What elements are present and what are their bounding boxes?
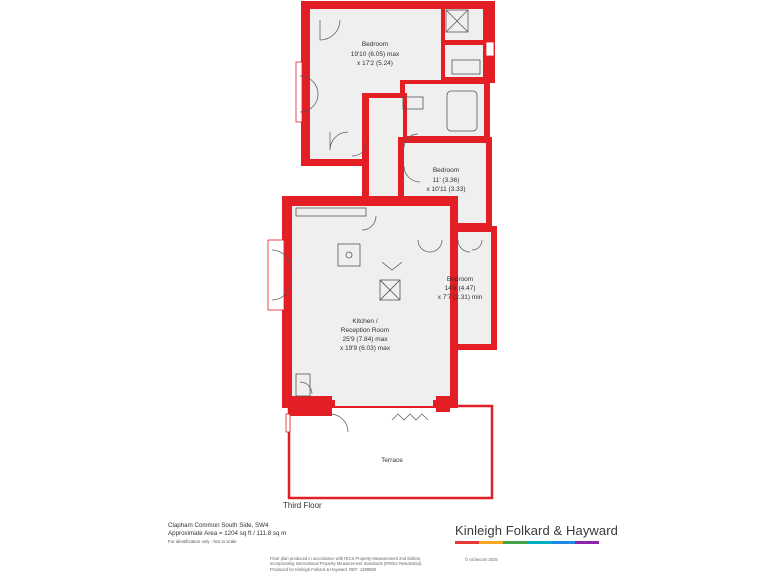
brand-bar-segment — [455, 541, 479, 544]
approximate-area: Approximate Area = 1204 sq ft / 111.8 sq m — [168, 530, 287, 538]
brand-bar-segment — [551, 541, 575, 544]
property-address-block — [168, 522, 286, 547]
identification-note: For identification only - Not to scale — [168, 539, 237, 545]
footnote-line: Incorporating International Property Measurement Standards (IPMS2 Residential). — [270, 561, 423, 567]
brand-color-bar — [455, 541, 599, 544]
room-name: Terrace — [381, 457, 403, 464]
address-line: Clapham Common South Side, SW4 — [168, 522, 269, 529]
brand-bar-segment — [479, 541, 503, 544]
room-name: Kitchen / — [352, 318, 378, 325]
brand-bar-segment — [527, 541, 551, 544]
room-terrace — [381, 457, 403, 464]
terrace-area — [289, 406, 492, 498]
room-size: 25'9 (7.84) max — [342, 336, 388, 343]
footnote-line: Produced for Kinleigh Folkard & Hayward. REF: 1289850 — [270, 566, 377, 572]
floor-label: Third Floor — [283, 501, 322, 510]
room-size: x 19'9 (6.03) max — [339, 345, 391, 352]
room-size: x 7'7 (2.31) min — [437, 294, 483, 301]
brand-bar-segment — [575, 541, 599, 544]
measurement-footnote — [270, 556, 422, 572]
room-size: 19'10 (6.05) max — [350, 51, 400, 58]
agency-logo — [455, 523, 619, 544]
room-name: Bedroom — [446, 276, 474, 283]
room-size: x 10'11 (3.33) — [426, 186, 466, 193]
brand-bar-segment — [503, 541, 527, 544]
room-size: 14'8 (4.47) — [444, 285, 476, 292]
room-size: 11' (3.36) — [432, 177, 460, 184]
footnote-line: Floor plan produced in accordance with RICS Property Measurement 2nd Edition, — [270, 556, 422, 561]
copyright-notice: © nichecom 2025 — [465, 557, 498, 562]
room-name: Bedroom — [361, 41, 389, 48]
agency-name: Kinleigh Folkard & Hayward — [455, 523, 619, 538]
room-size: x 17'2 (5.24) — [357, 60, 393, 67]
room-name: Bedroom — [432, 167, 460, 174]
room-name: Reception Room — [340, 327, 390, 334]
